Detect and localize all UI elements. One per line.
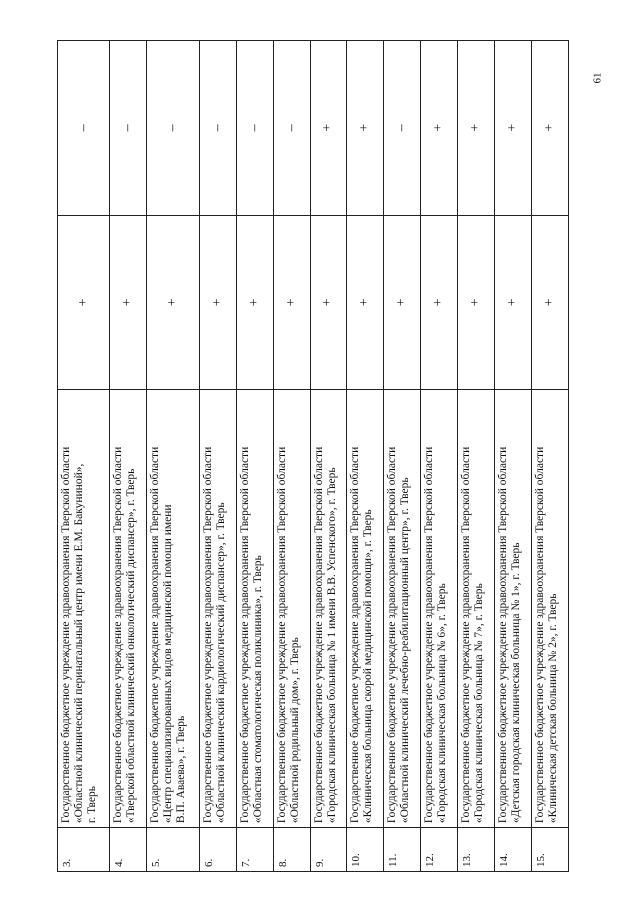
institution-name-line: «Областной клинический перинатальный центр имени Е.М. Бакуниной», xyxy=(73,463,85,824)
mark-column-a: + xyxy=(273,215,310,390)
mark-column-a: + xyxy=(495,215,532,390)
mark-column-a: + xyxy=(347,215,384,390)
mark-column-a: + xyxy=(236,215,273,390)
row-number: 3. xyxy=(58,828,110,872)
institution-name-line: Государственное бюджетное учреждение здравоохранения Тверской области xyxy=(312,446,325,824)
institution-name xyxy=(384,390,421,828)
institution-name xyxy=(236,390,273,828)
institution-name xyxy=(199,390,236,828)
institution-name-line: «Областной клинический лечебно-реабилитационный центр», г. Тверь xyxy=(399,477,412,824)
institution-name-line: Государственное бюджетное учреждение здравоохранения Тверской области xyxy=(534,446,547,824)
institution-name xyxy=(532,390,569,828)
institution-name xyxy=(110,390,147,828)
institution-name xyxy=(147,390,199,828)
table-body xyxy=(58,41,569,872)
institution-name-line: Государственное бюджетное учреждение здравоохранения Тверской области xyxy=(460,446,473,824)
institution-name xyxy=(273,390,310,828)
row-number: 15. xyxy=(532,828,569,872)
institution-name xyxy=(310,390,347,828)
mark-column-b: – xyxy=(384,41,421,216)
table-row xyxy=(58,41,110,872)
page-number: 61 xyxy=(591,72,604,84)
table-row xyxy=(310,41,347,872)
table-row xyxy=(147,41,199,872)
table-row xyxy=(421,41,458,872)
row-number: 7. xyxy=(236,828,273,872)
mark-column-b: – xyxy=(58,41,110,216)
institution-name-line: Государственное бюджетное учреждение здравоохранения Тверской области xyxy=(275,446,288,824)
mark-column-a: + xyxy=(110,215,147,390)
mark-column-b: + xyxy=(495,41,532,216)
row-number: 14. xyxy=(495,828,532,872)
institution-name xyxy=(495,390,532,828)
institution-name-line: «Центр специализированных видов медицинской помощи имени xyxy=(162,504,175,824)
institution-name-line: г. Тверь xyxy=(86,785,98,824)
institution-name xyxy=(58,390,110,828)
institution-name-line: Государственное бюджетное учреждение здравоохранения Тверской области xyxy=(386,446,399,824)
mark-column-a: + xyxy=(58,215,110,390)
table-row xyxy=(199,41,236,872)
row-number: 13. xyxy=(458,828,495,872)
institution-name-line: «Клиническая детская больница № 2», г. Тверь xyxy=(547,593,560,824)
institution-name xyxy=(421,390,458,828)
mark-column-a: + xyxy=(147,215,199,390)
institution-name-line: «Областная стоматологическая поликлиника», г. Тверь xyxy=(251,555,264,824)
mark-column-b: – xyxy=(199,41,236,216)
institutions-table xyxy=(57,40,569,872)
institution-name-line: «Детская городская клиническая больница № 1», г. Тверь xyxy=(510,542,523,824)
institution-name-line: «Городская клиническая больница № 1 имени В.В. Успенского», г. Тверь xyxy=(325,467,338,824)
institution-name-line: Государственное бюджетное учреждение здравоохранения Тверской области xyxy=(60,446,72,824)
institution-name-line: Государственное бюджетное учреждение здравоохранения Тверской области xyxy=(497,446,510,824)
table-row xyxy=(532,41,569,872)
rotated-page xyxy=(57,40,569,872)
mark-column-b: + xyxy=(532,41,569,216)
institution-name-line: Государственное бюджетное учреждение здравоохранения Тверской области xyxy=(238,446,251,824)
institution-name-line: Государственное бюджетное учреждение здравоохранения Тверской области xyxy=(112,446,125,824)
institution-name-line: Государственное бюджетное учреждение здравоохранения Тверской области xyxy=(201,446,214,824)
mark-column-b: – xyxy=(110,41,147,216)
row-number: 4. xyxy=(110,828,147,872)
institution-name-line: «Областной родильный дом», г. Тверь xyxy=(288,637,301,824)
table-row xyxy=(347,41,384,872)
mark-column-b: + xyxy=(458,41,495,216)
row-number: 9. xyxy=(310,828,347,872)
mark-column-a: + xyxy=(310,215,347,390)
table-row xyxy=(236,41,273,872)
mark-column-b: – xyxy=(236,41,273,216)
institution-name xyxy=(458,390,495,828)
mark-column-a: + xyxy=(199,215,236,390)
table-row xyxy=(110,41,147,872)
table-row xyxy=(458,41,495,872)
row-number: 8. xyxy=(273,828,310,872)
row-number: 11. xyxy=(384,828,421,872)
institution-name-line: Государственное бюджетное учреждение здравоохранения Тверской области xyxy=(349,446,362,824)
row-number: 6. xyxy=(199,828,236,872)
mark-column-a: + xyxy=(532,215,569,390)
mark-column-b: – xyxy=(147,41,199,216)
institution-name-line: «Тверской областной клинический онкологический диспансер», г. Тверь xyxy=(125,468,138,824)
table-row xyxy=(273,41,310,872)
table-row xyxy=(495,41,532,872)
table-row xyxy=(384,41,421,872)
institution-name-line: Государственное бюджетное учреждение здравоохранения Тверской области xyxy=(149,446,162,824)
mark-column-b: – xyxy=(273,41,310,216)
mark-column-b: + xyxy=(421,41,458,216)
row-number: 10. xyxy=(347,828,384,872)
institution-name-line: «Городская клиническая больница № 6», г. Тверь xyxy=(436,583,449,824)
mark-column-b: + xyxy=(310,41,347,216)
institution-name xyxy=(347,390,384,828)
mark-column-a: + xyxy=(458,215,495,390)
institution-name-line: «Клиническая больница скорой медицинской помощи», г. Тверь xyxy=(362,509,375,824)
institution-name-line: «Областной клинический кардиологический диспансер», г. Тверь xyxy=(214,502,227,824)
mark-column-a: + xyxy=(384,215,421,390)
row-number: 5. xyxy=(147,828,199,872)
row-number: 12. xyxy=(421,828,458,872)
institution-name-line: «Городская клиническая больница № 7», г. Тверь xyxy=(473,583,486,824)
institution-name-line: Государственное бюджетное учреждение здравоохранения Тверской области xyxy=(423,446,436,824)
mark-column-a: + xyxy=(421,215,458,390)
institution-name-line: В.П. Аваева», г. Тверь xyxy=(175,715,188,824)
mark-column-b: + xyxy=(347,41,384,216)
